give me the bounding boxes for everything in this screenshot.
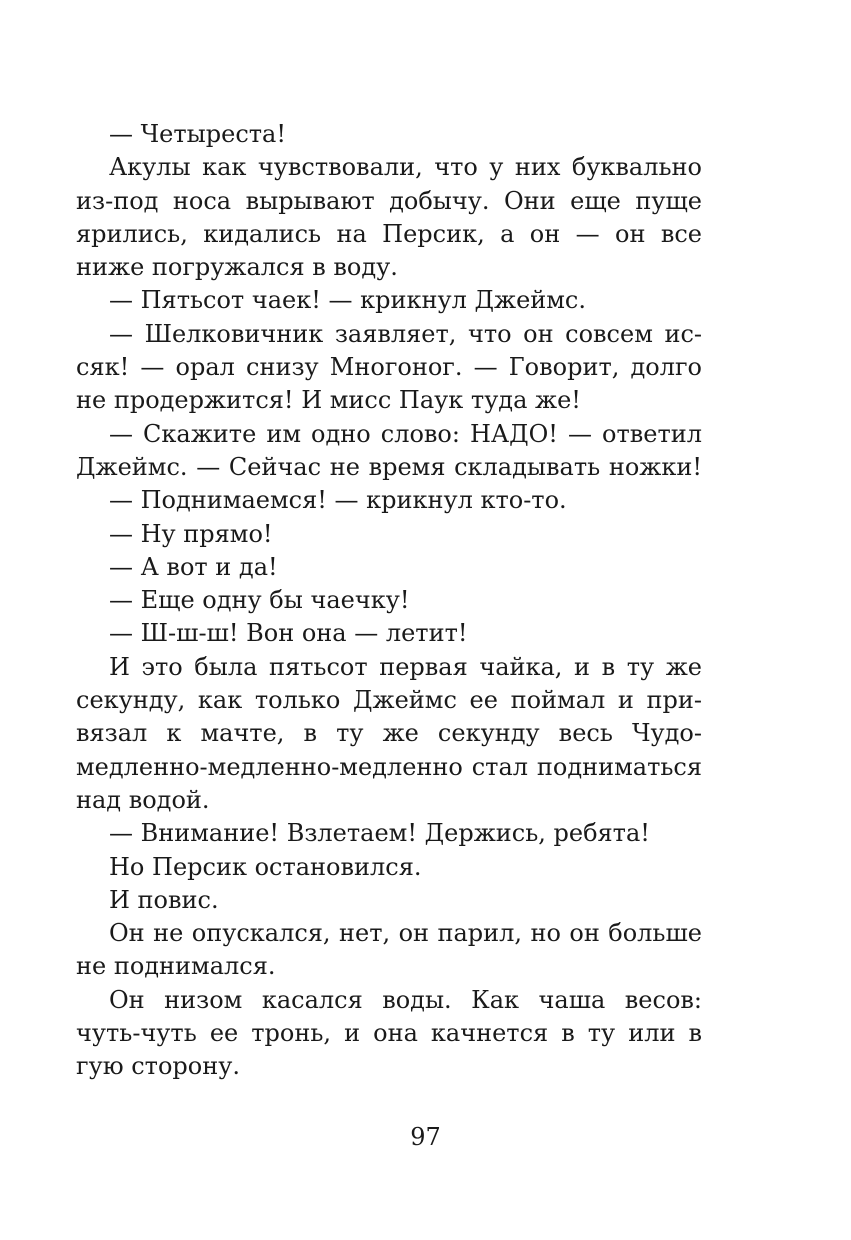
text-line: И это была пятьсот первая чайка, и в ту же [109,652,702,681]
page-body-text [76,118,702,1084]
page-number: 97 [410,1123,441,1151]
text-line: Акулы как чувствовали, что у них буквально [109,153,702,182]
text-line: — Еще одну бы чаечку! [109,586,410,615]
text-line: сяк! — орал снизу Многоног. — Говорит, долго [76,353,702,382]
text-line: ярились, кидались на Персик, а он — он все [76,219,702,248]
text-line: И повис. [109,885,219,914]
text-line: чуть-чуть ее тронь, и она качнется в ту или в [76,1019,702,1048]
text-line: Но Персик остановился. [109,852,422,881]
text-line: — Скажите им одно слово: НАДО! — ответил [109,419,702,448]
text-line: — Пятьсот чаек! — крикнул Джеймс. [109,286,586,315]
text-line: ниже погружался в воду. [76,253,398,282]
text-line: — Четыреста! [109,120,286,148]
text-line: секунду, как только Джеймс ее поймал и при- [76,686,702,715]
text-line: — Ну прямо! [109,519,273,548]
text-line: не продержится! И мисс Паук туда же! [76,386,581,415]
text-line: — А вот и да! [109,552,278,581]
text-line: Он низом касался воды. Как чаша весов: [109,985,702,1014]
text-line: Он не опускался, нет, он парил, но он больше [109,919,702,948]
text-line: — Ш-ш-ш! Вон она — летит! [109,619,468,648]
text-line: — Шелковичник заявляет, что он совсем ис- [109,319,702,348]
text-line: не поднимался. [76,952,276,981]
text-line: медленно-медленно-медленно стал подниматься [76,752,702,781]
text-line: вязал к мачте, в ту же секунду весь Чудо- [76,719,702,748]
text-line: над водой. [76,785,210,814]
text-line: Джеймс. — Сейчас не время складывать ножки! [76,452,702,481]
text-line: — Внимание! Взлетаем! Держись, ребята! [109,819,650,848]
text-line: гую сторону. [76,1052,240,1081]
text-line: из-под носа вырывают добычу. Они еще пуще [76,186,702,215]
text-line: — Поднимаемся! — крикнул кто-то. [109,486,567,515]
